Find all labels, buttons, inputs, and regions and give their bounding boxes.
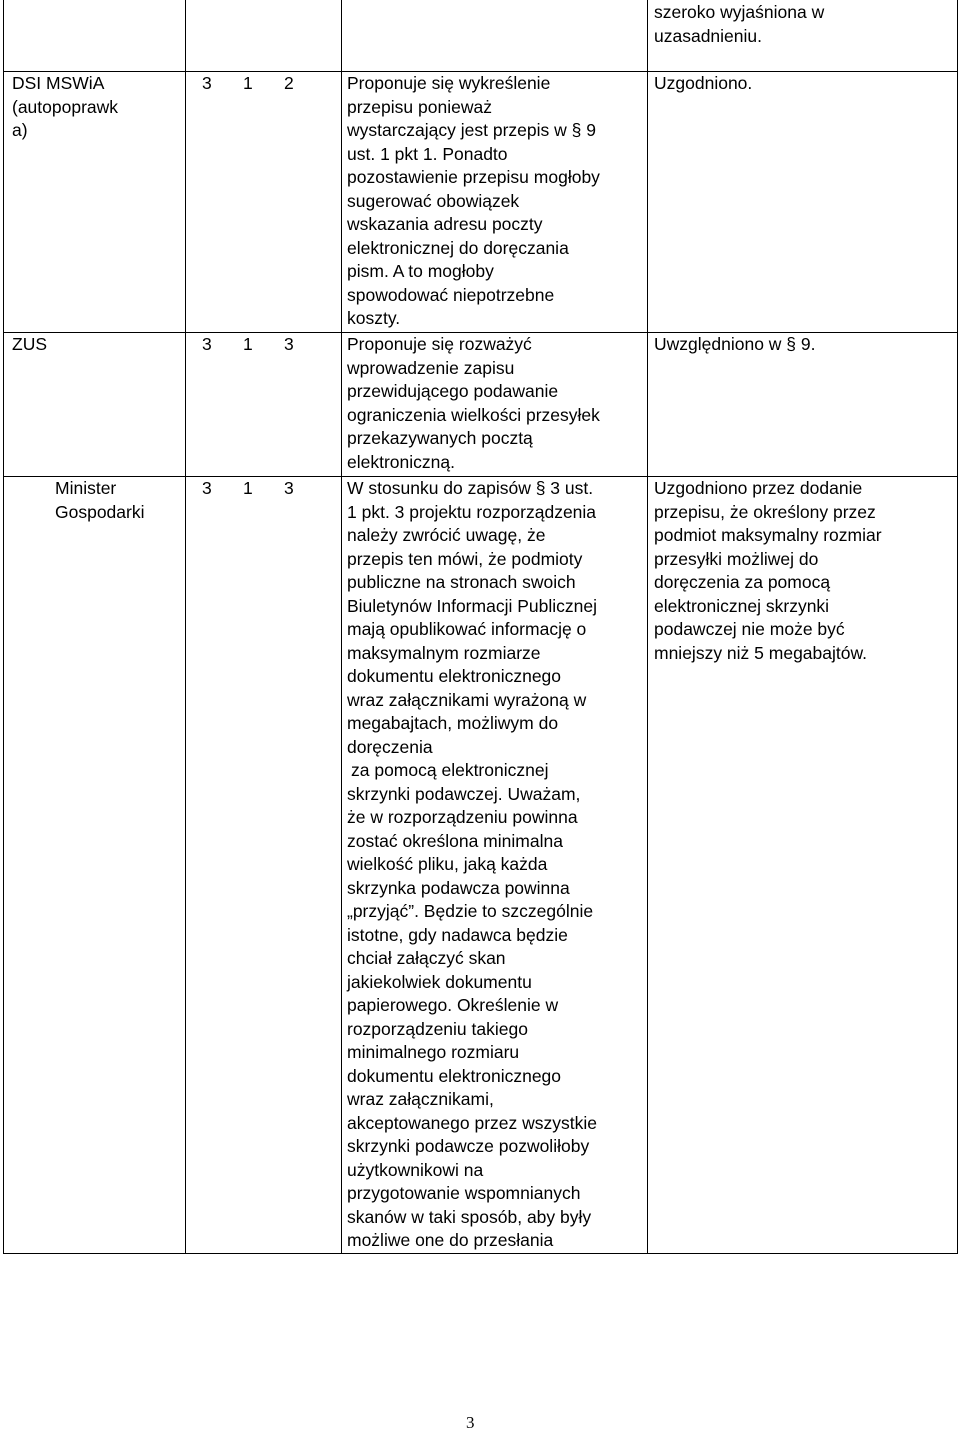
- response-cell: [648, 0, 958, 72]
- organ-name: Minister Gospodarki: [55, 478, 145, 522]
- page-number: 3: [466, 1413, 475, 1432]
- numbers-cell: [186, 0, 342, 72]
- response-text: Uwzględniono w § 9.: [654, 334, 816, 354]
- table-row: [4, 333, 958, 477]
- number-value: 3: [202, 73, 212, 93]
- number-value: 2: [284, 73, 294, 93]
- proposal-text: W stosunku do zapisów § 3 ust. 1 pkt. 3 projektu rozporządzenia należy zwrócić uwagę, że przepis ten mówi, że podmioty publiczne na stronach swoich Biuletynów Informacji Publicznej mają opublikować informację o maksymalnym rozmiarze dokumentu elektronicznego wraz załącznikami wyrażoną w megabajtach, możliwym do doręczenia: [347, 478, 597, 757]
- proposal-text: Proponuje się wykreślenie przepisu ponieważ wystarczający jest przepis w § 9 ust. 1 pkt 1. Ponadto pozostawienie przepisu mogłoby sugerować obowiązek wskazania adresu poczty elektronicznej do doręczania pism. A to mogłoby spowodować niepotrzebne koszty.: [347, 73, 600, 328]
- number-value: 3: [284, 334, 294, 354]
- table-row: [4, 72, 958, 333]
- numbers-cell: [186, 72, 342, 333]
- proposal-cell: [342, 477, 648, 1254]
- organ-cell: [4, 72, 186, 333]
- proposal-cell: [342, 72, 648, 333]
- number-value: 3: [202, 478, 212, 498]
- proposal-text: skrzynki podawczej. Uważam, że w rozporządzeniu powinna zostać określona minimalna wielkość pliku, jaką każda skrzynka podawcza powinna „przyjąć”. Będzie to szczególnie istotne, gdy nadawca będzie chciał załączyć skan jakiekolwiek dokumentu papierowego. Określenie w rozporządzeniu takiego minimalnego rozmiaru dokumentu elektronicznego wraz załącznikami, akceptowanego przez wszystkie skrzynki podawcze pozwoliłoby użytkownikowi na przygotowanie wspomnianych skanów w taki sposób, aby były możliwe one do przesłania: [347, 783, 597, 1250]
- organ-cell: [4, 0, 186, 72]
- proposal-text: za pomocą elektronicznej: [351, 760, 549, 780]
- proposal-text: Proponuje się rozważyć wprowadzenie zapisu przewidującego podawanie ograniczenia wielkości przesyłek przekazywanych pocztą elektroniczną.: [347, 334, 600, 472]
- response-cell: [648, 477, 958, 1254]
- organ-cell: [4, 477, 186, 1254]
- numbers-cell: [186, 477, 342, 1254]
- number-value: 1: [243, 334, 253, 354]
- response-text: Uzgodniono.: [654, 73, 753, 93]
- response-text: szeroko wyjaśniona w uzasadnieniu.: [654, 2, 825, 46]
- response-text: Uzgodniono przez dodanie przepisu, że określony przez podmiot maksymalny rozmiar przesyłki możliwej do doręczenia za pomocą elektronicznej skrzynki podawczej nie może być mniejszy niż 5 megabajtów.: [654, 478, 882, 663]
- remarks-table: [3, 0, 958, 1254]
- table-row: [4, 477, 958, 1254]
- proposal-cell: [342, 333, 648, 477]
- number-value: 1: [243, 478, 253, 498]
- organ-name: ZUS: [12, 334, 47, 354]
- number-value: 3: [202, 334, 212, 354]
- proposal-cell: [342, 0, 648, 72]
- organ-name: DSI MSWiA (autopoprawk a): [12, 73, 119, 140]
- numbers-cell: [186, 333, 342, 477]
- response-cell: [648, 333, 958, 477]
- table-row: [4, 0, 958, 72]
- number-value: 3: [284, 478, 294, 498]
- response-cell: [648, 72, 958, 333]
- number-value: 1: [243, 73, 253, 93]
- organ-cell: [4, 333, 186, 477]
